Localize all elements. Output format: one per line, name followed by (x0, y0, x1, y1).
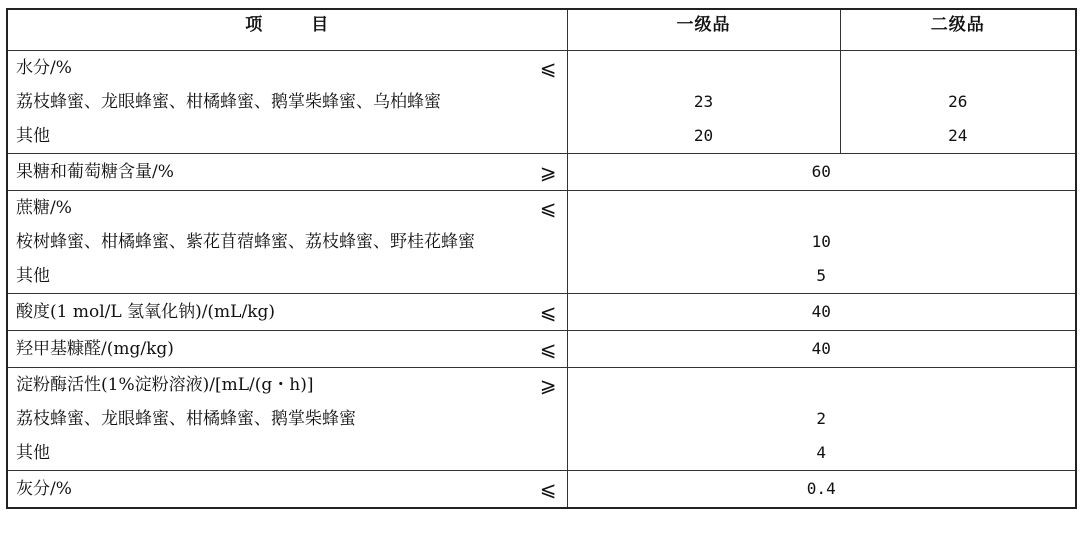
item-cell-amylase (7, 368, 567, 471)
grade2-cell-water (840, 51, 1076, 154)
item-subcategory: 荔枝蜂蜜、龙眼蜂蜜、柑橘蜂蜜、鹅掌柴蜂蜜 (16, 409, 356, 429)
header-row (7, 9, 1076, 51)
item-label: 羟甲基糠醛/(mg/kg) (16, 339, 174, 359)
value: 40 (811, 339, 831, 358)
table-row-ash (7, 471, 1076, 509)
table-row-amylase (7, 368, 1076, 471)
value-cell-ash (567, 471, 1076, 509)
value: 2 (816, 409, 827, 428)
comparison-symbol: ⩾ (539, 160, 557, 184)
item-label: 蔗糖/% (16, 198, 72, 218)
grade1-cell-water (567, 51, 840, 154)
item-subcategory: 其他 (16, 126, 50, 146)
value-cell-fructose-glucose (567, 154, 1076, 191)
table-row-sucrose (7, 191, 1076, 294)
comparison-symbol: ⩾ (539, 373, 557, 397)
comparison-symbol: ⩽ (539, 477, 557, 501)
item-cell-acidity (7, 294, 567, 331)
value-cell-acidity (567, 294, 1076, 331)
value: 40 (811, 302, 831, 321)
header-grade-1: 一级品 (567, 9, 840, 51)
value: 60 (811, 162, 831, 181)
value: 23 (693, 92, 714, 111)
value: 0.4 (806, 479, 836, 498)
item-cell-fructose-glucose (7, 154, 567, 191)
honey-standard-table (6, 8, 1077, 509)
item-subcategory: 其他 (16, 266, 50, 286)
value: 4 (816, 443, 827, 462)
item-label: 淀粉酶活性(1%淀粉溶液)/[mL/(g・h)] (16, 375, 314, 395)
item-cell-hmf (7, 331, 567, 368)
item-cell-ash (7, 471, 567, 509)
item-cell-sucrose (7, 191, 567, 294)
header-item (7, 9, 567, 51)
value: 24 (948, 126, 968, 145)
value-cell-hmf (567, 331, 1076, 368)
table-row-acidity (7, 294, 1076, 331)
item-label: 果糖和葡萄糖含量/% (16, 162, 174, 182)
comparison-symbol: ⩽ (539, 196, 557, 220)
table-row-water (7, 51, 1076, 154)
comparison-symbol: ⩽ (539, 337, 557, 361)
value: 5 (816, 266, 827, 285)
value: 10 (811, 232, 831, 251)
header-item-char-1: 项 (245, 15, 264, 35)
value: 26 (948, 92, 968, 111)
comparison-symbol: ⩽ (539, 300, 557, 324)
comparison-symbol: ⩽ (539, 56, 557, 80)
header-grade-2: 二级品 (840, 9, 1076, 51)
item-subcategory: 其他 (16, 443, 50, 463)
item-subcategory: 桉树蜂蜜、柑橘蜂蜜、紫花苜蓿蜂蜜、荔枝蜂蜜、野桂花蜂蜜 (16, 232, 475, 252)
value: 20 (693, 126, 714, 145)
header-item-char-2: 目 (311, 15, 330, 35)
table-row-fructose-glucose (7, 154, 1076, 191)
item-label: 水分/% (16, 58, 72, 78)
item-cell-water (7, 51, 567, 154)
value-cell-sucrose (567, 191, 1076, 294)
table-row-hmf (7, 331, 1076, 368)
value-cell-amylase (567, 368, 1076, 471)
item-label: 酸度(1 mol/L 氢氧化钠)/(mL/kg) (16, 302, 276, 322)
item-label: 灰分/% (16, 479, 72, 499)
item-subcategory: 荔枝蜂蜜、龙眼蜂蜜、柑橘蜂蜜、鹅掌柴蜂蜜、乌柏蜂蜜 (16, 92, 441, 112)
